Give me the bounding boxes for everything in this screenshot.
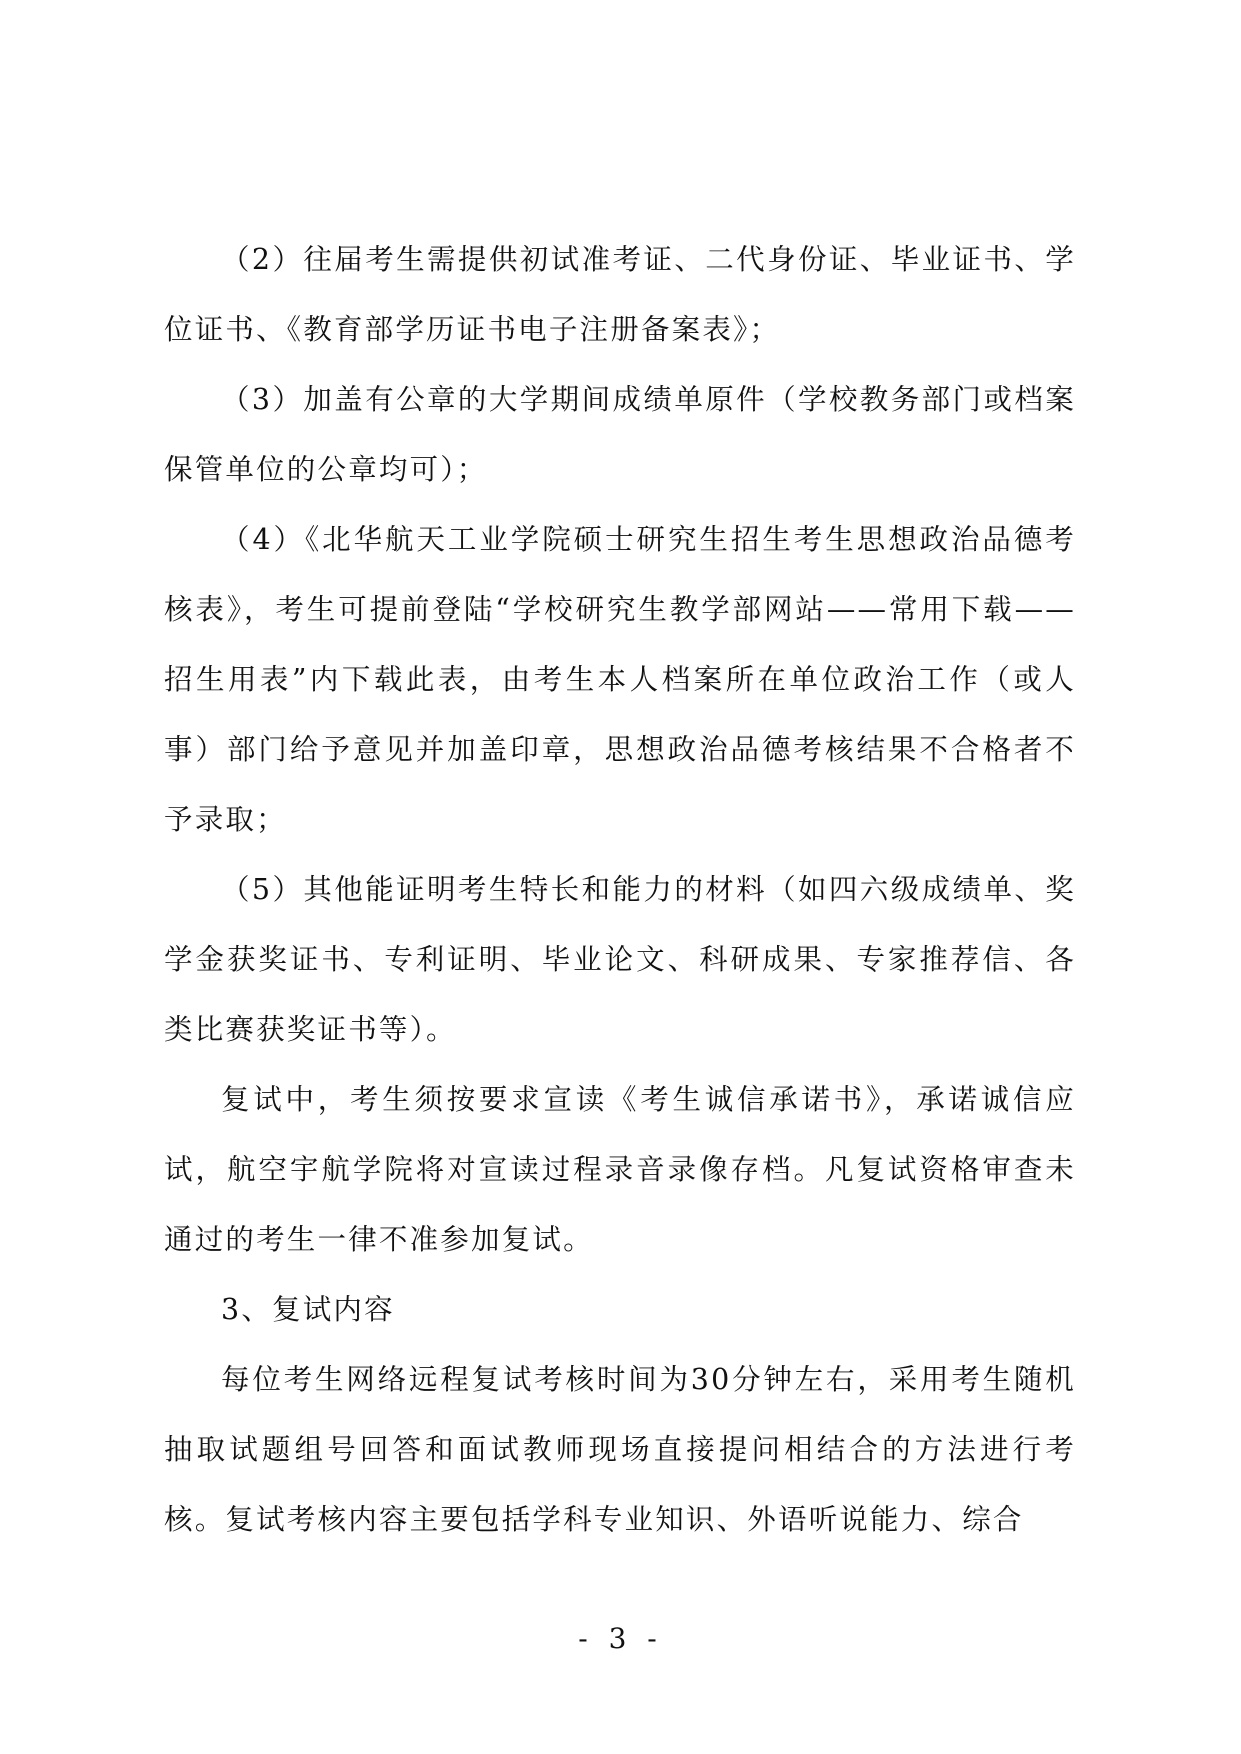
paragraph-item-2-documents: （2）往届考生需提供初试准考证、二代身份证、毕业证书、学位证书、《教育部学历证书电子注册备案表》； — [164, 243, 1076, 346]
page-number: - 3 - — [578, 1622, 663, 1655]
section-heading-retest-content: 3、复试内容 — [221, 1293, 395, 1326]
document-body — [164, 225, 1076, 1555]
paragraph-item-5-other-materials: （5）其他能证明考生特长和能力的材料（如四六级成绩单、奖学金获奖证书、专利证明、毕业论文、科研成果、专家推荐信、各类比赛获奖证书等）。 — [164, 873, 1076, 1046]
paragraph-retest-content: 每位考生网络远程复试考核时间为30分钟左右，采用考生随机抽取试题组号回答和面试教师现场直接提问相结合的方法进行考核。复试考核内容主要包括学科专业知识、外语听说能力、综合 — [164, 1363, 1076, 1536]
paragraph-integrity-pledge: 复试中，考生须按要求宣读《考生诚信承诺书》，承诺诚信应试，航空宇航学院将对宣读过程录音录像存档。凡复试资格审查未通过的考生一律不准参加复试。 — [164, 1083, 1076, 1256]
paragraph-item-3-transcript: （3）加盖有公章的大学期间成绩单原件（学校教务部门或档案保管单位的公章均可）； — [164, 383, 1076, 486]
paragraph-item-4-political-review: （4）《北华航天工业学院硕士研究生招生考生思想政治品德考核表》，考生可提前登陆“学校研究生教学部网站——常用下载——招生用表”内下载此表，由考生本人档案所在单位政治工作（或人事）部门给予意见并加盖印章，思想政治品德考核结果不合格者不予录取； — [164, 523, 1076, 836]
